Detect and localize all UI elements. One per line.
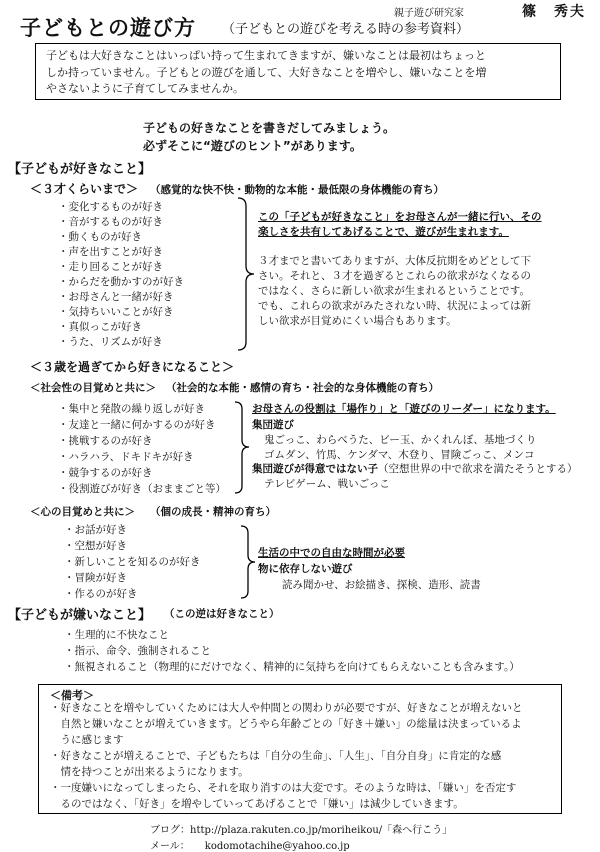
social-group-label: 集団遊び bbox=[252, 419, 294, 431]
social-heading: ＜社会性の目覚めと共に＞ bbox=[30, 382, 156, 394]
brace-icon bbox=[232, 400, 252, 496]
age3-caption: （感覚的な快不快・動物的な本能・最低限の身体機能の育ち） bbox=[150, 184, 444, 196]
list-item: ・作るのが好き bbox=[64, 588, 138, 600]
list-item: ・役割遊びが好き（おままごと等） bbox=[58, 483, 226, 495]
intro-line: やさないように子育てしてみませんか。 bbox=[46, 82, 244, 95]
social-note-title: お母さんの役割は「場作り」と「遊びのリーダー」になります。 bbox=[252, 403, 556, 415]
list-item: ・無視されること（物理的にだけでなく、精神的に気持ちを向けてもらえないことも含みます。） bbox=[64, 661, 520, 673]
remarks-line: ・一度嫌いになってしまったら、それを取り消すのは大変です。そのような時は、「嫌い」を否定す bbox=[50, 782, 517, 794]
list-item: ・ハラハラ、ドキドキが好き bbox=[58, 451, 194, 463]
age3-note-bold: この「子どもが好きなこと」をお母さんが一緒に行い、その bbox=[258, 211, 542, 223]
list-item: ・新しいことを知るのが好き bbox=[64, 556, 201, 568]
page-subtitle: （子どもとの遊びを考える時の参考資料） bbox=[222, 22, 470, 37]
page-title: 子どもとの遊び方 bbox=[20, 16, 196, 40]
list-item: ・からだを動かすのが好き bbox=[58, 276, 184, 288]
age3-note: でも、これらの欲求がみたされない時、状況によっては新 bbox=[258, 300, 531, 312]
social-caption: （社会的な本能・感情の育ち・社会的な身体機能の育ち） bbox=[166, 382, 439, 394]
over3-heading: ＜３歳を過ぎてから好きになること＞ bbox=[30, 360, 235, 374]
mind-heading: ＜心の目覚めと共に＞ bbox=[30, 506, 135, 518]
social-group-examples: ゴムダン、竹馬、ケンダマ、木登り、冒険ごっこ、メンコ bbox=[264, 449, 535, 461]
list-item: ・走り回ることが好き bbox=[58, 261, 163, 273]
list-item: ・集中と発散の繰り返しが好き bbox=[58, 403, 205, 415]
remarks-line: 情を持つことが出来るようになります。 bbox=[50, 766, 249, 778]
list-item: ・動くものが好き bbox=[58, 231, 142, 243]
social-weak-examples: テレビゲーム、戦いごっこ bbox=[264, 478, 390, 490]
age3-note: ３才までと書いてありますが、大体反抗期をめどとして下 bbox=[258, 255, 531, 267]
dislikes-heading: 【子どもが嫌いなこと】 bbox=[8, 608, 152, 623]
list-item: ・競争するのが好き bbox=[58, 467, 153, 479]
list-item: ・空想が好き bbox=[64, 540, 127, 552]
social-weak-line bbox=[252, 462, 578, 477]
mind-note-label: 物に依存しない遊び bbox=[258, 563, 353, 575]
dislikes-caption: （この逆は好きなこと） bbox=[164, 608, 280, 620]
social-weak-label: 集団遊びが得意ではない子 bbox=[252, 463, 378, 475]
intro-box bbox=[35, 43, 561, 100]
footer-blog-link[interactable]: ブログ：http://plaza.rakuten.co.jp/morihеikou/「森へ行こう」 bbox=[150, 825, 453, 836]
intro-line: しか持っていません。子どもとの遊びを通して、大好きなことを増やし、嫌いなことを増 bbox=[46, 65, 487, 79]
social-group-examples: 鬼ごっこ、わらべうた、ビー玉、かくれんぼ、基地づくり bbox=[264, 434, 537, 446]
mind-note-examples: 読み聞かせ、お絵描き、探検、造形、読書 bbox=[282, 579, 481, 591]
age3-note: さい。それと、３才を過ぎるとこれらの欲求がなくなるの bbox=[258, 270, 531, 282]
list-item: ・生理的に不快なこと bbox=[64, 629, 169, 641]
brace-icon bbox=[234, 196, 256, 352]
social-weak-caption: （空想世界の中で欲求を満たそうとする） bbox=[378, 463, 578, 475]
remarks-line: 自然と嫌いなことが増えていきます。どうやら年齢ごとの「好き＋嫌い」の総量は決まっているよ bbox=[50, 718, 522, 730]
lead-line: 子どもの好きなことを書きだしてみましょう。 bbox=[143, 121, 396, 135]
remarks-title: ＜備考＞ bbox=[50, 689, 94, 702]
list-item: ・変化するものが好き bbox=[58, 201, 163, 213]
list-item: ・声を出すことが好き bbox=[58, 246, 163, 258]
list-item: ・挑戦するのが好き bbox=[58, 435, 153, 447]
list-item: ・指示、命令、強制されること bbox=[64, 645, 211, 657]
age3-note: ではなく、さらに新しい欲求が生まれるということです。 bbox=[258, 285, 530, 297]
list-item: ・気持ちいいことが好き bbox=[58, 306, 174, 318]
list-item: ・冒険が好き bbox=[64, 572, 127, 584]
age3-note: しい欲求が目覚めにくい場合もあります。 bbox=[258, 315, 457, 327]
list-item: ・お話が好き bbox=[64, 524, 127, 536]
author-organization: 親子遊び研究家 bbox=[394, 8, 464, 19]
list-item: ・音がするものが好き bbox=[58, 216, 163, 228]
age3-note-bold: 楽しさを共有してあげることで、遊びが生まれます。 bbox=[258, 226, 509, 238]
mind-caption: （個の成長・精神の育ち） bbox=[150, 506, 276, 518]
list-item: ・お母さんと一緒が好き bbox=[58, 291, 174, 303]
list-item: ・うた、リズムが好き bbox=[58, 336, 163, 348]
remarks-line: ・好きなことを増やしていくためには大人や仲間との関わりが必要ですが、好きなことが増えないと bbox=[50, 702, 523, 714]
remarks-line: るのではなく、「好き」を増やしていってあげることで「嫌い」は減少していきます。 bbox=[50, 798, 464, 810]
mind-note-title: 生活の中での自由な時間が必要 bbox=[258, 547, 405, 559]
brace-icon bbox=[238, 524, 258, 600]
list-item: ・友達と一緒に何かするのが好き bbox=[58, 419, 216, 431]
footer-mail-link[interactable]: メール： kodomotachihe@yahoo.co.jp bbox=[150, 841, 350, 852]
list-item: ・真似っこが好き bbox=[58, 321, 142, 333]
age3-heading: ＜３才くらいまで＞ bbox=[30, 182, 139, 196]
lead-line: 必ずそこに“遊びのヒント”があります。 bbox=[143, 139, 362, 153]
remarks-line: うに感じます bbox=[50, 734, 124, 746]
likes-heading: 【子どもが好きなこと】 bbox=[8, 162, 152, 177]
author-name: 篠 秀夫 bbox=[522, 4, 586, 20]
remarks-line: ・好きなことが増えることで、子どもたちは「自分の生命」、「人生」、「自分自身」に肯定的な感 bbox=[50, 750, 502, 762]
intro-line: 子どもは大好きなことはいっぱい持って生まれてきますが、嫌いなことは最初はちょっと bbox=[46, 49, 486, 62]
